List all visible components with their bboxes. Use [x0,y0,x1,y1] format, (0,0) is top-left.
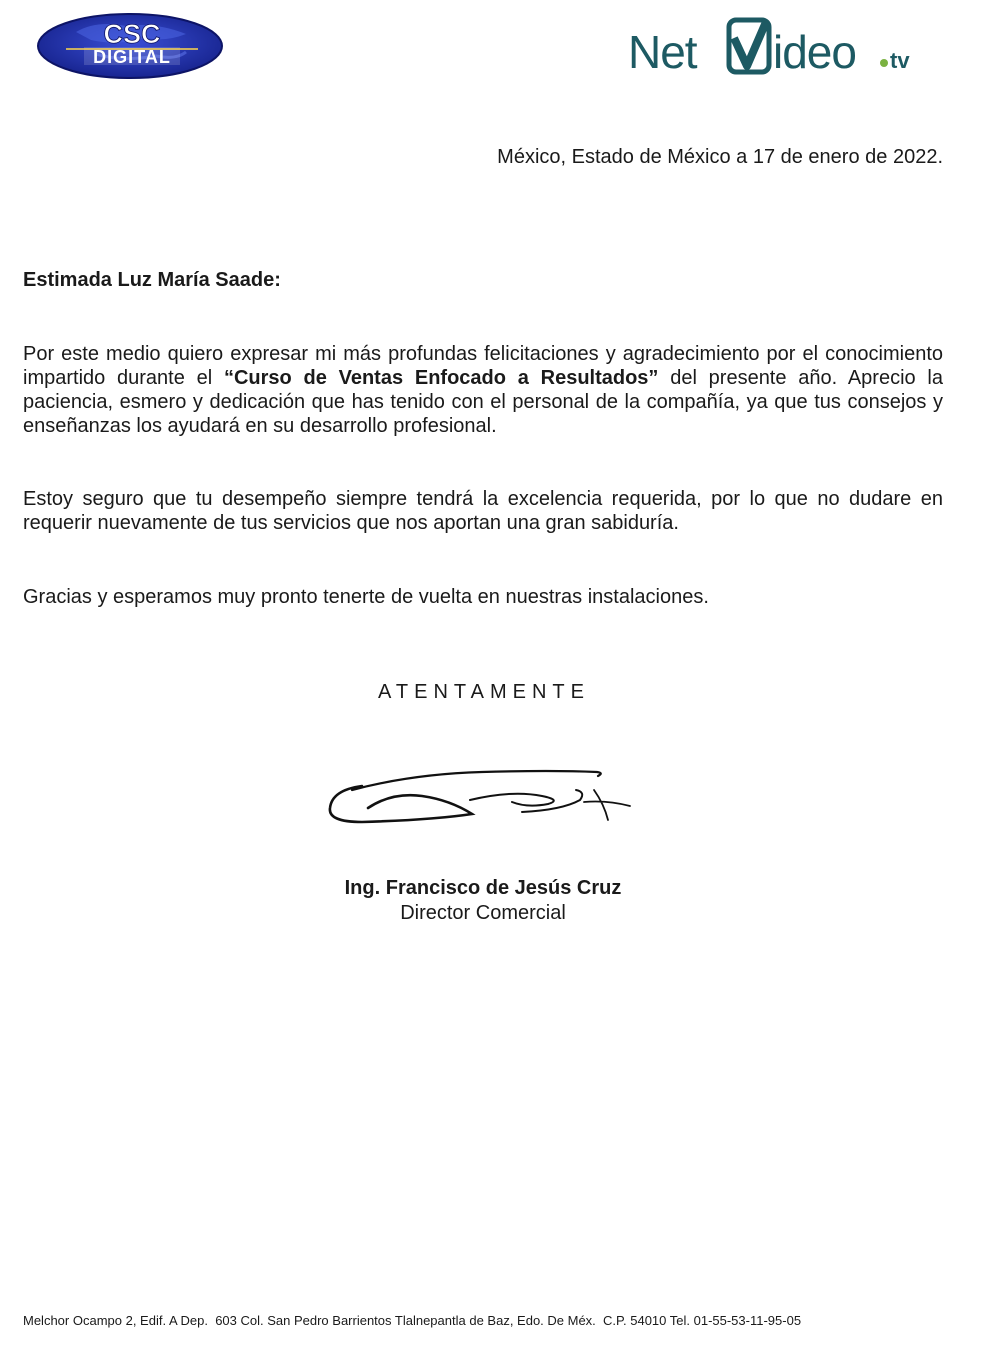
signer-title: Director Comercial [400,902,566,924]
salutation: Estimada Luz María Saade: [23,269,281,291]
digital-logo-text: DIGITAL [93,47,171,67]
csc-logo-text: CSC [103,19,161,49]
checkmark-v-icon [729,20,769,72]
closing: ATENTAMENTE [378,681,590,703]
netvideo-logo-net: Net [628,26,697,78]
csc-digital-logo [36,12,224,80]
body-paragraph-1 [23,342,943,438]
handwritten-signature [322,760,642,832]
netvideo-logo-ideo: ideo [773,26,856,78]
paragraph-1-intro: Por este medio quiero expresar mi más profundas felicitaciones y agradecimiento por el conocimiento impartido durante el [23,343,943,389]
footer-address: Melchor Ocampo 2, Edif. A Dep. 603 Col. San Pedro Barrientos Tlalnepantla de Baz, Edo. De Méx. C.P. 54010 Tel. 01-55-53-11-95-05 [23,1313,802,1328]
letter-date: México, Estado de México a 17 de enero de 2022. [497,146,943,168]
paragraph-1-rest: del presente año. Aprecio la paciencia, esmero y dedicación que has tenido con el personal de la compañía, ya que tus consejos y enseñanzas los ayudará en su desarrollo profesional. [23,367,943,437]
netvideo-logo-tv: tv [890,48,910,73]
netvideo-logo [628,16,933,80]
body-paragraph-2: Estoy seguro que tu desempeño siempre tendrá la excelencia requerida, por lo que no dudare en requerir nuevamente de tus servicios que nos aportan una gran sabiduría. [23,488,943,534]
course-name: “Curso de Ventas Enfocado a Resultados” [223,367,659,389]
body-paragraph-3: Gracias y esperamos muy pronto tenerte de vuelta en nuestras instalaciones. [23,586,709,608]
signer-name: Ing. Francisco de Jesús Cruz [344,877,622,899]
